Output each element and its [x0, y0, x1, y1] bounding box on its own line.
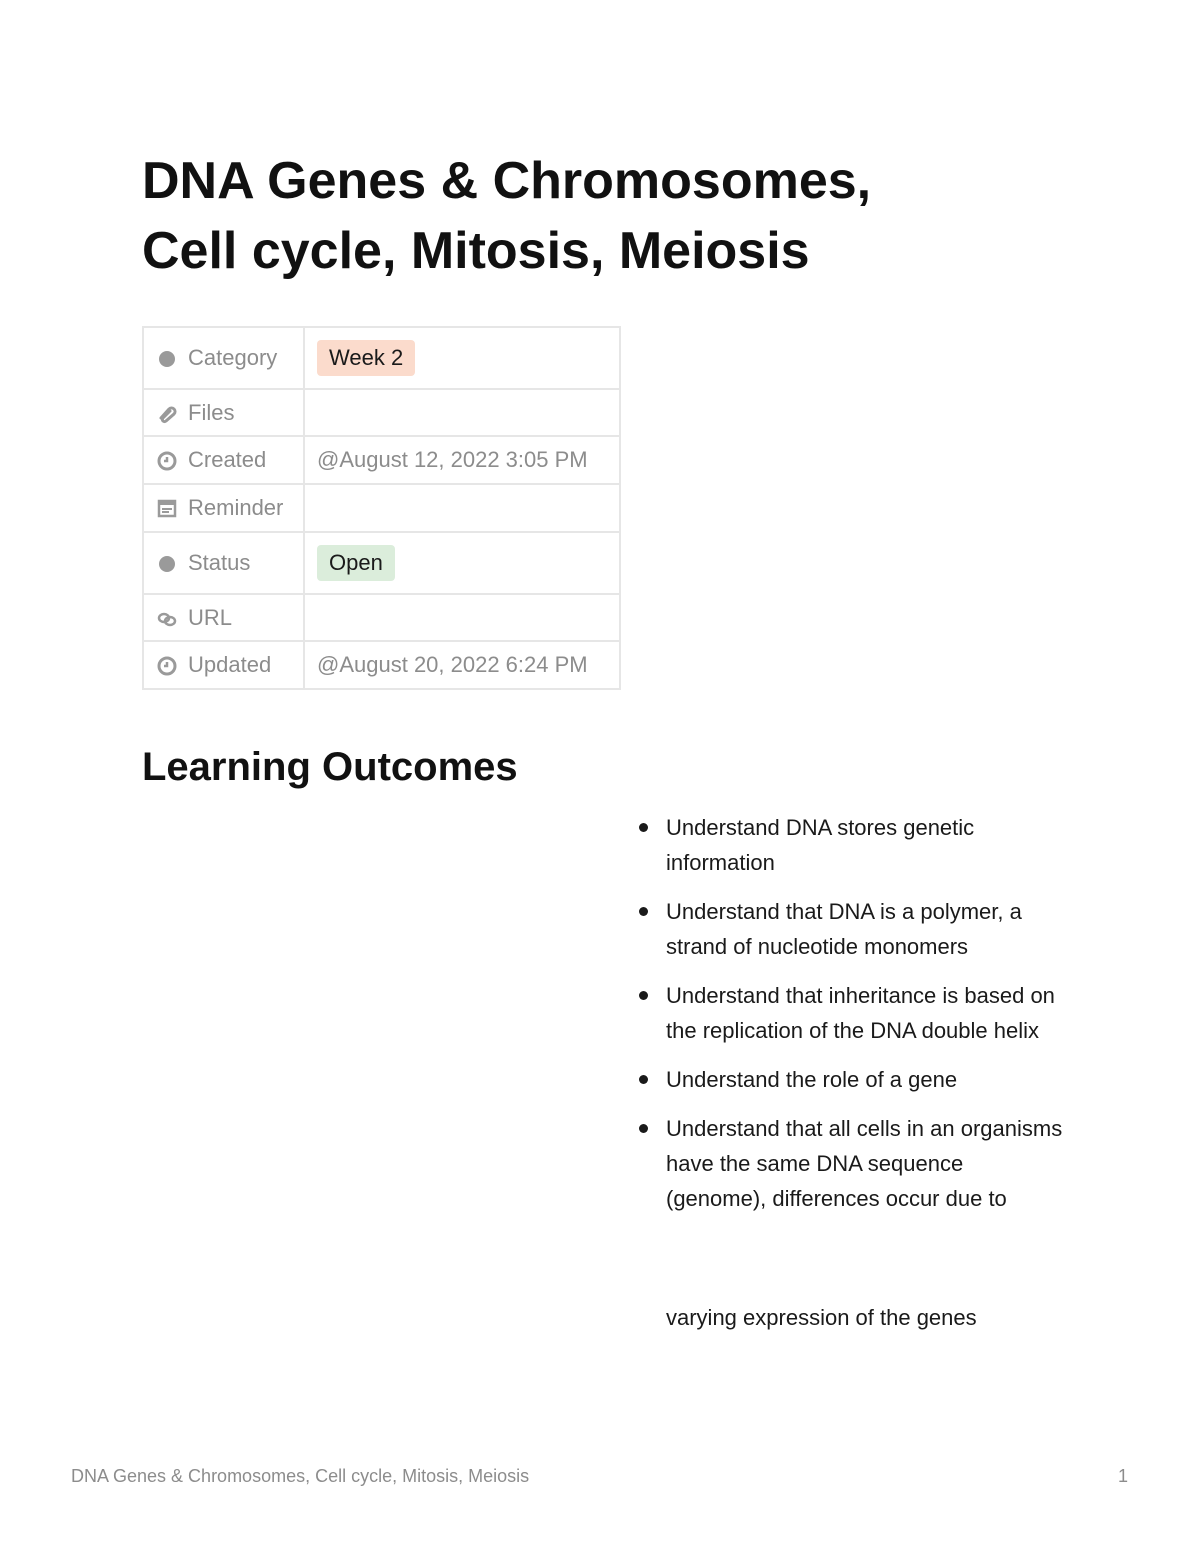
- property-row-created: [143, 436, 620, 484]
- list-item: Understand that inheritance is based on the replication of the DNA double helix: [666, 978, 1066, 1048]
- paperclip-icon: [156, 402, 178, 424]
- outcomes-list: [666, 810, 1066, 1230]
- bullet-icon: [639, 991, 648, 1000]
- property-label-created: Created: [188, 447, 267, 472]
- property-row-files: [143, 389, 620, 436]
- property-row-reminder: [143, 484, 620, 532]
- status-tag[interactable]: Open: [317, 545, 395, 581]
- page-title-line-1: DNA Genes & Chromosomes,: [142, 152, 872, 210]
- property-label-url: URL: [188, 604, 233, 630]
- reminder-value[interactable]: [304, 484, 620, 532]
- calendar-icon: [156, 497, 178, 519]
- category-tag[interactable]: Week 2: [317, 340, 415, 376]
- property-label-updated: Updated: [188, 652, 272, 677]
- bullet-icon: [639, 907, 648, 916]
- circle-icon: [156, 552, 178, 574]
- bullet-icon: [639, 1124, 648, 1133]
- property-label-reminder: Reminder: [188, 495, 284, 520]
- created-value: @August 12, 2022 3:05 PM: [304, 436, 620, 484]
- clock-icon: [156, 654, 178, 676]
- property-row-updated: [143, 641, 620, 689]
- property-label-files: Files: [188, 399, 235, 425]
- list-item: Understand that all cells in an organisms have the same DNA sequence (genome), differences occur due to: [666, 1111, 1066, 1216]
- clock-icon: [156, 449, 178, 471]
- property-row-url: [143, 594, 620, 641]
- page-title: [142, 146, 1042, 286]
- properties-table: [142, 326, 621, 690]
- list-item: Understand that DNA is a polymer, a strand of nucleotide monomers: [666, 894, 1066, 964]
- bullet-icon: [639, 1075, 648, 1084]
- list-item: Understand the role of a gene: [666, 1062, 1066, 1097]
- bullet-icon: [639, 823, 648, 832]
- link-icon: [156, 607, 178, 629]
- updated-value: @August 20, 2022 6:24 PM: [304, 641, 620, 689]
- page-title-line-2: Cell cycle, Mitosis, Meiosis: [142, 222, 810, 280]
- url-value[interactable]: [304, 594, 620, 641]
- circle-icon: [156, 347, 178, 369]
- footer-page-number: 1: [1117, 1466, 1128, 1486]
- files-value[interactable]: [304, 389, 620, 436]
- property-row-category: [143, 327, 620, 389]
- property-label-status: Status: [188, 550, 251, 575]
- outcome-continuation: varying expression of the genes: [666, 1305, 977, 1330]
- property-label-category: Category: [188, 345, 278, 370]
- property-row-status: [143, 532, 620, 594]
- section-heading: Learning Outcomes: [142, 745, 518, 789]
- footer-doc-title: DNA Genes & Chromosomes, Cell cycle, Mitosis, Meiosis: [71, 1466, 530, 1486]
- list-item: Understand DNA stores genetic information: [666, 810, 1066, 880]
